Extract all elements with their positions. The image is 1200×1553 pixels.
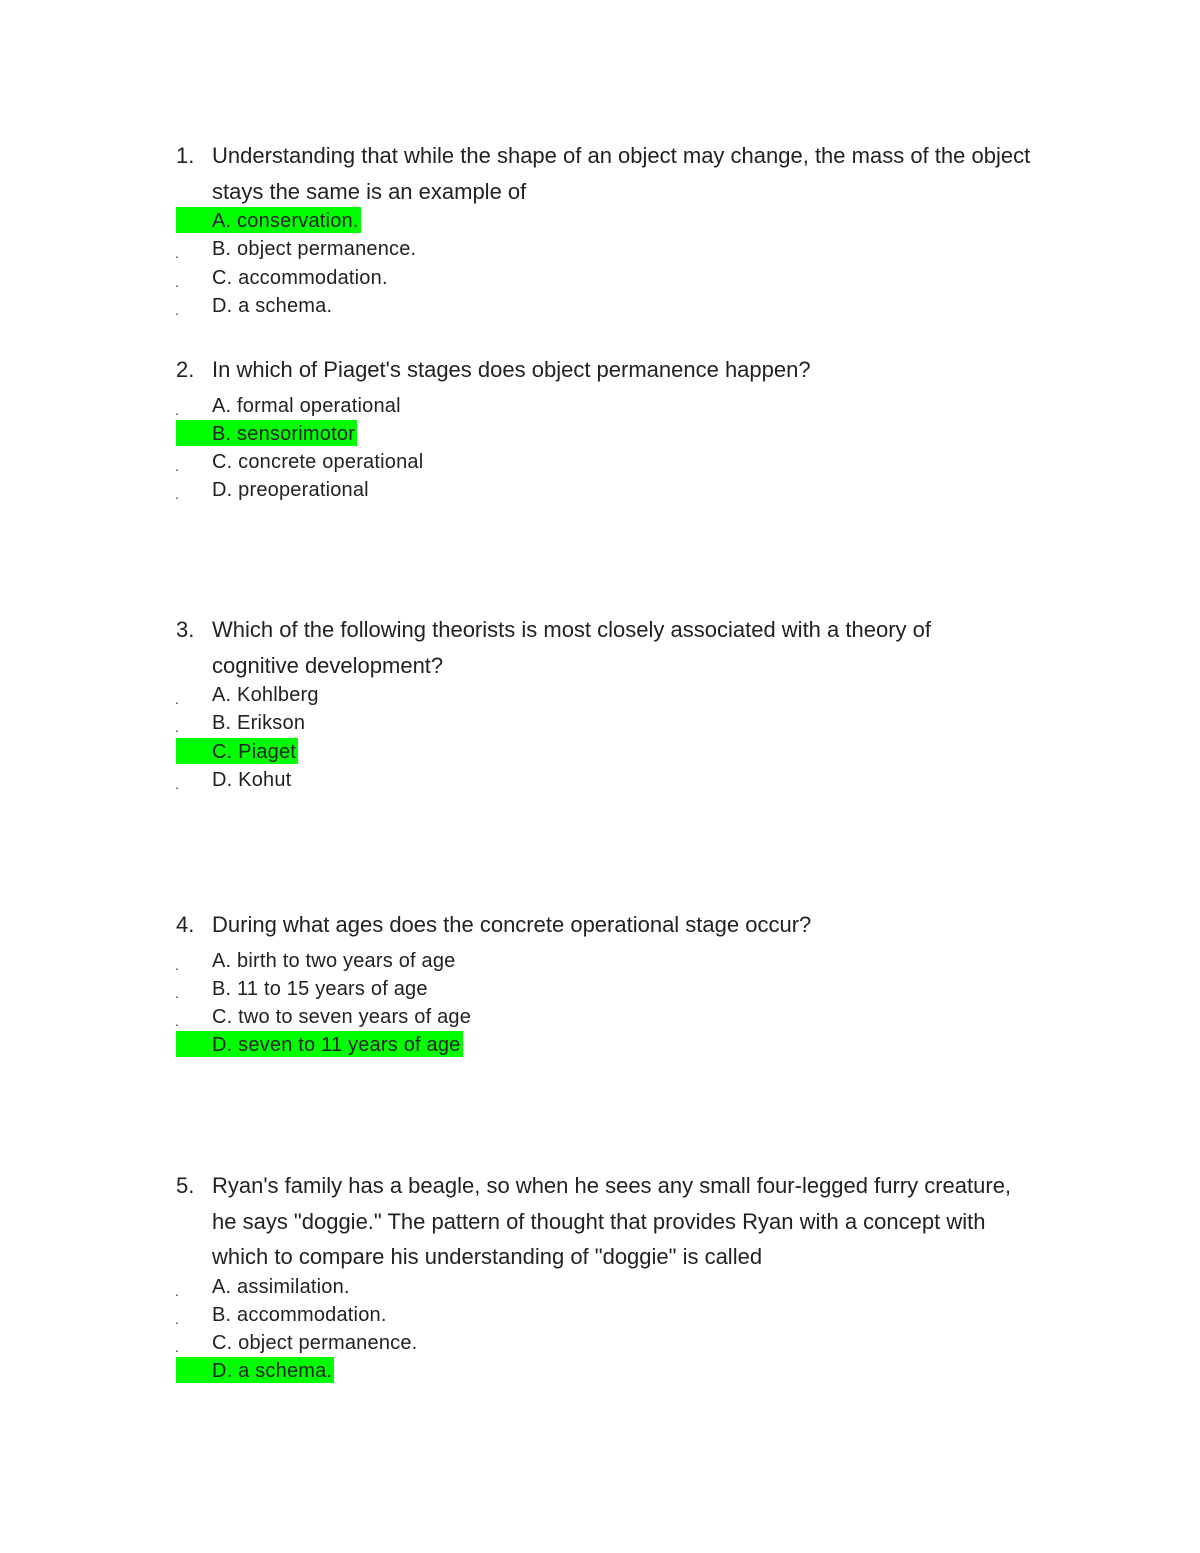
answer-option xyxy=(0,1357,1200,1385)
bullet-icon: . xyxy=(175,486,180,503)
answer-option xyxy=(0,709,1200,737)
question-number: 5. xyxy=(176,1173,195,1198)
answer-label: D. preoperational xyxy=(212,479,369,502)
answer-option xyxy=(0,947,1200,975)
answer-label: B. 11 to 15 years of age xyxy=(212,977,428,1000)
question-stem xyxy=(0,1168,1200,1275)
question-stem xyxy=(0,907,1200,943)
question-text: During what ages does the concrete operational stage occur? xyxy=(212,912,812,937)
answer-option xyxy=(0,420,1200,448)
answer-label: C. Piaget xyxy=(212,740,297,763)
question-text: Ryan's family has a beagle, so when he sees any small four-legged furry creature, he says "doggie." The pattern of thought that provides Ryan with a concept with which to compare his understanding of "doggie" is called xyxy=(212,1173,1012,1269)
answer-label: A. conservation. xyxy=(212,210,359,232)
answer-option xyxy=(0,235,1200,263)
answer-option xyxy=(0,448,1200,476)
answer-option xyxy=(0,1003,1200,1031)
question-text: Which of the following theorists is most closely associated with a theory of cognitive development? xyxy=(212,617,931,678)
bullet-icon: . xyxy=(175,719,180,736)
bullet-icon: . xyxy=(175,984,180,1001)
answer-options xyxy=(0,207,1200,320)
bullet-icon: . xyxy=(175,1013,180,1030)
answer-option xyxy=(0,738,1200,766)
answer-label: A. formal operational xyxy=(212,394,401,417)
answer-option xyxy=(0,392,1200,420)
answer-label: C. concrete operational xyxy=(212,451,424,474)
answer-label: A. assimilation. xyxy=(212,1275,350,1298)
answer-label: B. object permanence. xyxy=(212,238,417,261)
answer-option xyxy=(0,1273,1200,1301)
answer-label: B. Erikson xyxy=(212,712,306,735)
bullet-icon: . xyxy=(175,1339,180,1356)
bullet-icon: . xyxy=(175,956,180,973)
answer-label: D. seven to 11 years of age xyxy=(212,1034,461,1057)
answer-option xyxy=(0,476,1200,504)
answer-option xyxy=(0,1031,1200,1059)
question-number: 1. xyxy=(176,143,195,168)
answer-option xyxy=(0,292,1200,320)
bullet-icon: . xyxy=(175,1310,180,1327)
answer-option xyxy=(0,1301,1200,1329)
bullet-icon: . xyxy=(175,301,180,318)
bullet-icon: . xyxy=(175,458,180,475)
question-text: Understanding that while the shape of an object may change, the mass of the object stays the same is an example of xyxy=(212,143,1031,204)
answer-label: A. Kohlberg xyxy=(212,684,319,706)
answer-option xyxy=(0,766,1200,794)
answer-option xyxy=(0,264,1200,292)
question-4 xyxy=(0,907,1200,1060)
answer-options xyxy=(0,681,1200,794)
question-text: In which of Piaget's stages does object permanence happen? xyxy=(212,357,811,382)
answer-options xyxy=(0,1273,1200,1386)
bullet-icon: . xyxy=(175,401,180,418)
question-stem xyxy=(0,352,1200,388)
bullet-icon: . xyxy=(175,273,180,290)
question-stem xyxy=(0,138,1200,209)
answer-label: C. object permanence. xyxy=(212,1332,418,1355)
answer-options xyxy=(0,947,1200,1060)
answer-option xyxy=(0,207,1200,235)
bullet-icon: . xyxy=(175,245,180,262)
answer-label: B. accommodation. xyxy=(212,1303,387,1326)
answer-option xyxy=(0,1329,1200,1357)
answer-label: C. two to seven years of age xyxy=(212,1006,472,1029)
answer-options xyxy=(0,392,1200,505)
answer-label: D. Kohut xyxy=(212,768,292,791)
question-number: 3. xyxy=(176,617,195,642)
question-number: 2. xyxy=(176,357,195,382)
answer-option xyxy=(0,975,1200,1003)
bullet-icon: . xyxy=(175,1282,180,1299)
question-number: 4. xyxy=(176,912,195,937)
question-2 xyxy=(0,352,1200,505)
question-stem xyxy=(0,612,1200,683)
answer-label: D. a schema. xyxy=(212,294,333,317)
answer-option xyxy=(0,681,1200,709)
answer-label: C. accommodation. xyxy=(212,266,388,289)
question-3 xyxy=(0,612,1200,794)
answer-label: A. birth to two years of age xyxy=(212,949,456,972)
question-1 xyxy=(0,138,1200,320)
answer-label: D. a schema. xyxy=(212,1360,333,1383)
question-5 xyxy=(0,1168,1200,1386)
bullet-icon: . xyxy=(175,775,180,792)
answer-label: B. sensorimotor xyxy=(212,422,356,445)
bullet-icon: . xyxy=(175,691,180,707)
